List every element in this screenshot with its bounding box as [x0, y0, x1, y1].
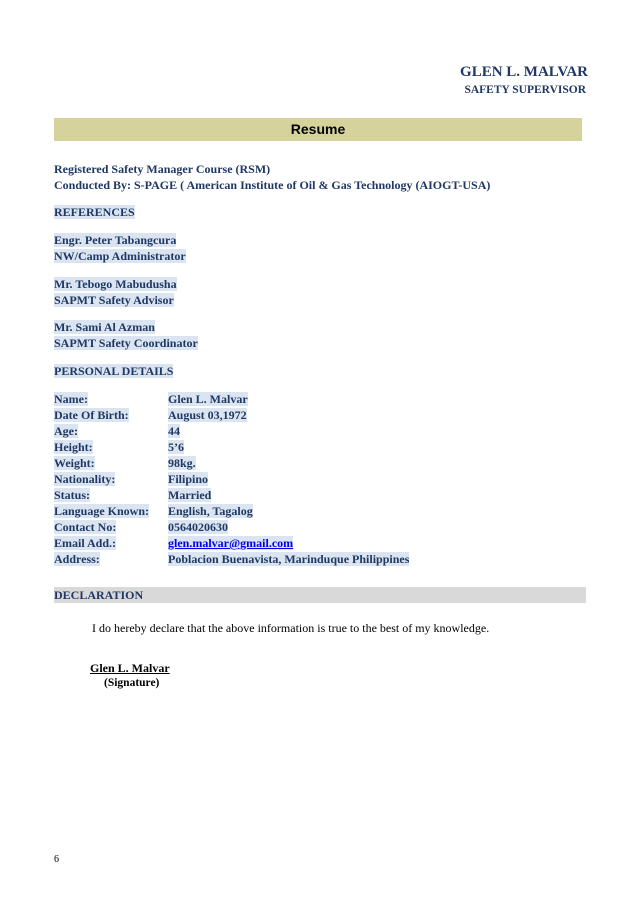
value-name: Glen L. Malvar — [168, 392, 248, 406]
label-age: Age: — [54, 424, 78, 438]
label-height: Height: — [54, 440, 93, 454]
declaration-text: I do hereby declare that the above information is true to the best of my knowledge. — [92, 621, 490, 635]
label-name: Name: — [54, 392, 88, 406]
label-language: Language Known: — [54, 504, 150, 518]
email-link[interactable]: glen.malvar@gmail.com — [168, 536, 294, 550]
reference-3-name: Mr. Sami Al Azman — [54, 320, 155, 334]
value-dob: August 03,1972 — [168, 408, 247, 422]
declaration-heading: DECLARATION — [54, 588, 144, 602]
label-email: Email Add.: — [54, 536, 117, 550]
signature-name: Glen L. Malvar — [90, 661, 170, 675]
value-weight: 98kg. — [168, 456, 196, 470]
page-number: 6 — [54, 854, 59, 865]
label-address: Address: — [54, 552, 100, 566]
value-contact: 0564020630 — [168, 520, 228, 534]
resume-heading: Resume — [290, 121, 346, 137]
value-height: 5’6 — [168, 440, 184, 454]
applicant-name-header: GLEN L. MALVAR — [460, 64, 588, 80]
value-status: Married — [168, 488, 212, 502]
reference-2-role: SAPMT Safety Advisor — [54, 293, 174, 307]
references-heading: REFERENCES — [54, 205, 135, 219]
value-nationality: Filipino — [168, 472, 209, 486]
applicant-title-header: SAFETY SUPERVISOR — [464, 84, 586, 96]
training-provider: Conducted By: S-PAGE ( American Institute of Oil & Gas Technology (AIOGT-USA) — [54, 178, 491, 192]
value-age: 44 — [168, 424, 180, 438]
training-course: Registered Safety Manager Course (RSM) — [54, 162, 271, 176]
reference-2-name: Mr. Tebogo Mabudusha — [54, 277, 177, 291]
value-language: English, Tagalog — [168, 504, 253, 518]
label-status: Status: — [54, 488, 91, 502]
label-contact: Contact No: — [54, 520, 117, 534]
reference-1-role: NW/Camp Administrator — [54, 249, 186, 263]
label-weight: Weight: — [54, 456, 95, 470]
personal-details-heading: PERSONAL DETAILS — [54, 364, 174, 378]
signature-label: (Signature) — [104, 677, 160, 689]
reference-1-name: Engr. Peter Tabangcura — [54, 233, 177, 247]
label-nationality: Nationality: — [54, 472, 116, 486]
reference-3-role: SAPMT Safety Coordinator — [54, 336, 198, 350]
value-address: Poblacion Buenavista, Marinduque Philippines — [168, 552, 410, 566]
label-dob: Date Of Birth: — [54, 408, 129, 422]
